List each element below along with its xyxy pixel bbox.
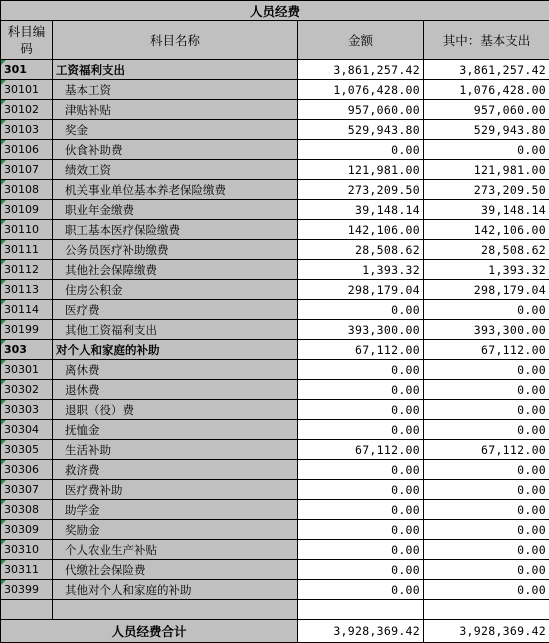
cell-amount[interactable]: 957,060.00 (298, 100, 424, 120)
cell-amount[interactable]: 67,112.00 (298, 340, 424, 360)
cell-code[interactable]: 30103 (1, 120, 53, 140)
cell-amount[interactable]: 0.00 (298, 520, 424, 540)
cell-basic[interactable]: 957,060.00 (424, 100, 549, 120)
table-row (1, 200, 549, 220)
cell-code[interactable]: 30111 (1, 240, 53, 260)
cell-code[interactable]: 303 (1, 340, 53, 360)
cell-code[interactable]: 30302 (1, 380, 53, 400)
cell-code[interactable]: 30306 (1, 460, 53, 480)
cell-amount[interactable]: 393,300.00 (298, 320, 424, 340)
cell-code[interactable]: 30308 (1, 500, 53, 520)
table-row (1, 120, 549, 140)
cell-basic[interactable]: 0.00 (424, 540, 549, 560)
table-row (1, 140, 549, 160)
cell-basic[interactable]: 0.00 (424, 420, 549, 440)
table-row (1, 520, 549, 540)
table-title: 人员经费 (1, 1, 549, 21)
cell-basic[interactable]: 0.00 (424, 360, 549, 380)
cell-basic[interactable]: 67,112.00 (424, 340, 549, 360)
cell-basic[interactable]: 0.00 (424, 400, 549, 420)
total-label: 人员经费合计 (1, 620, 298, 643)
cell-name[interactable]: 公务员医疗补助缴费 (53, 240, 298, 260)
cell-code[interactable]: 30112 (1, 260, 53, 280)
cell-amount[interactable]: 0.00 (298, 560, 424, 580)
total-basic[interactable]: 3,928,369.42 (424, 620, 549, 643)
cell-code[interactable]: 30301 (1, 360, 53, 380)
cell-basic[interactable]: 0.00 (424, 560, 549, 580)
cell-code[interactable]: 30307 (1, 480, 53, 500)
title-row (1, 1, 549, 21)
cell-name[interactable]: 绩效工资 (53, 160, 298, 180)
cell-amount[interactable]: 3,861,257.42 (298, 60, 424, 80)
table-row (1, 540, 549, 560)
cell-amount[interactable]: 0.00 (298, 420, 424, 440)
cell-basic[interactable]: 0.00 (424, 580, 549, 600)
cell-name[interactable]: 奖励金 (53, 520, 298, 540)
cell-amount[interactable]: 0.00 (298, 460, 424, 480)
cell-amount[interactable]: 142,106.00 (298, 220, 424, 240)
table-row (1, 180, 549, 200)
cell-basic[interactable]: 298,179.04 (424, 280, 549, 300)
cell-basic[interactable]: 142,106.00 (424, 220, 549, 240)
cell-name[interactable]: 基本工资 (53, 80, 298, 100)
table-row (1, 340, 549, 360)
cell-amount[interactable]: 0.00 (298, 580, 424, 600)
cell-amount[interactable]: 0.00 (298, 540, 424, 560)
cell-name[interactable]: 离休费 (53, 360, 298, 380)
table-row (1, 100, 549, 120)
cell-name[interactable]: 职业年金缴费 (53, 200, 298, 220)
table-row (1, 400, 549, 420)
table-row (1, 380, 549, 400)
cell-code[interactable]: 301 (1, 60, 53, 80)
cell-amount[interactable]: 67,112.00 (298, 440, 424, 460)
cell-basic[interactable]: 0.00 (424, 520, 549, 540)
cell-name[interactable]: 退职（役）费 (53, 400, 298, 420)
cell-name[interactable]: 其他对个人和家庭的补助 (53, 580, 298, 600)
table-row (1, 300, 549, 320)
cell-amount[interactable]: 273,209.50 (298, 180, 424, 200)
table-row (1, 80, 549, 100)
cell-code[interactable]: 30107 (1, 160, 53, 180)
table-row (1, 360, 549, 380)
cell-code[interactable]: 30108 (1, 180, 53, 200)
cell-basic[interactable]: 67,112.00 (424, 440, 549, 460)
cell-name[interactable]: 住房公积金 (53, 280, 298, 300)
cell-code[interactable]: 30101 (1, 80, 53, 100)
blank-row (1, 600, 549, 620)
cell-amount[interactable]: 1,393.32 (298, 260, 424, 280)
cell-code[interactable]: 30106 (1, 140, 53, 160)
cell-name[interactable] (53, 600, 298, 620)
cell-code[interactable]: 30199 (1, 320, 53, 340)
header-amount: 金额 (298, 21, 424, 60)
cell-amount[interactable]: 0.00 (298, 360, 424, 380)
cell-name[interactable]: 医疗费 (53, 300, 298, 320)
cell-code[interactable]: 30109 (1, 200, 53, 220)
cell-amount[interactable]: 0.00 (298, 500, 424, 520)
cell-code[interactable]: 30310 (1, 540, 53, 560)
total-row (1, 620, 549, 643)
cell-basic[interactable]: 0.00 (424, 380, 549, 400)
cell-name[interactable]: 抚恤金 (53, 420, 298, 440)
header-basic: 其中：基本支出 (424, 21, 549, 60)
cell-name[interactable]: 代缴社会保险费 (53, 560, 298, 580)
cell-code[interactable]: 30114 (1, 300, 53, 320)
cell-name[interactable]: 机关事业单位基本养老保险缴费 (53, 180, 298, 200)
cell-code[interactable]: 30102 (1, 100, 53, 120)
cell-basic[interactable]: 1,393.32 (424, 260, 549, 280)
cell-name[interactable]: 助学金 (53, 500, 298, 520)
cell-name[interactable]: 对个人和家庭的补助 (53, 340, 298, 360)
total-amount[interactable]: 3,928,369.42 (298, 620, 424, 643)
cell-basic[interactable]: 39,148.14 (424, 200, 549, 220)
cell-basic[interactable]: 0.00 (424, 500, 549, 520)
cell-name[interactable]: 救济费 (53, 460, 298, 480)
table-row (1, 420, 549, 440)
cell-code[interactable]: 30399 (1, 580, 53, 600)
cell-amount[interactable]: 298,179.04 (298, 280, 424, 300)
table-row (1, 260, 549, 280)
cell-amount[interactable]: 1,076,428.00 (298, 80, 424, 100)
cell-basic[interactable] (424, 600, 549, 620)
cell-name[interactable]: 奖金 (53, 120, 298, 140)
table-row (1, 60, 549, 80)
cell-name[interactable]: 生活补助 (53, 440, 298, 460)
cell-code[interactable]: 30110 (1, 220, 53, 240)
cell-amount[interactable]: 0.00 (298, 380, 424, 400)
cell-basic[interactable]: 3,861,257.42 (424, 60, 549, 80)
cell-amount[interactable]: 529,943.80 (298, 120, 424, 140)
cell-code[interactable]: 30311 (1, 560, 53, 580)
cell-code[interactable]: 30304 (1, 420, 53, 440)
cell-amount[interactable]: 0.00 (298, 480, 424, 500)
cell-amount[interactable]: 0.00 (298, 400, 424, 420)
cell-amount[interactable]: 121,981.00 (298, 160, 424, 180)
cell-basic[interactable]: 0.00 (424, 460, 549, 480)
cell-name[interactable]: 其他工资福利支出 (53, 320, 298, 340)
cell-basic[interactable]: 0.00 (424, 300, 549, 320)
cell-code[interactable]: 30303 (1, 400, 53, 420)
table-row (1, 500, 549, 520)
cell-name[interactable]: 退休费 (53, 380, 298, 400)
cell-amount[interactable]: 0.00 (298, 140, 424, 160)
table-row (1, 320, 549, 340)
cell-name[interactable]: 个人农业生产补贴 (53, 540, 298, 560)
cell-name[interactable]: 其他社会保障缴费 (53, 260, 298, 280)
cell-amount[interactable]: 28,508.62 (298, 240, 424, 260)
cell-basic[interactable]: 121,981.00 (424, 160, 549, 180)
cell-amount[interactable] (298, 600, 424, 620)
cell-code[interactable]: 30113 (1, 280, 53, 300)
cell-name[interactable]: 医疗费补助 (53, 480, 298, 500)
cell-basic[interactable]: 0.00 (424, 480, 549, 500)
cell-code[interactable]: 30305 (1, 440, 53, 460)
cell-amount[interactable]: 0.00 (298, 300, 424, 320)
header-name: 科目名称 (53, 21, 298, 60)
header-row (1, 21, 549, 60)
table-row (1, 580, 549, 600)
cell-name[interactable]: 津贴补贴 (53, 100, 298, 120)
cell-code[interactable] (1, 600, 53, 620)
table-row (1, 460, 549, 480)
table-row (1, 220, 549, 240)
cell-basic[interactable]: 28,508.62 (424, 240, 549, 260)
table-row (1, 240, 549, 260)
cell-basic[interactable]: 529,943.80 (424, 120, 549, 140)
cell-name[interactable]: 职工基本医疗保险缴费 (53, 220, 298, 240)
cell-name[interactable]: 工资福利支出 (53, 60, 298, 80)
cell-name[interactable]: 伙食补助费 (53, 140, 298, 160)
table-row (1, 280, 549, 300)
cell-basic[interactable]: 1,076,428.00 (424, 80, 549, 100)
table-row (1, 440, 549, 460)
header-code: 科目编码 (1, 21, 53, 60)
table-row (1, 480, 549, 500)
cell-basic[interactable]: 0.00 (424, 140, 549, 160)
cell-code[interactable]: 30309 (1, 520, 53, 540)
table-row (1, 560, 549, 580)
cell-basic[interactable]: 393,300.00 (424, 320, 549, 340)
cell-amount[interactable]: 39,148.14 (298, 200, 424, 220)
table-row (1, 160, 549, 180)
cell-basic[interactable]: 273,209.50 (424, 180, 549, 200)
